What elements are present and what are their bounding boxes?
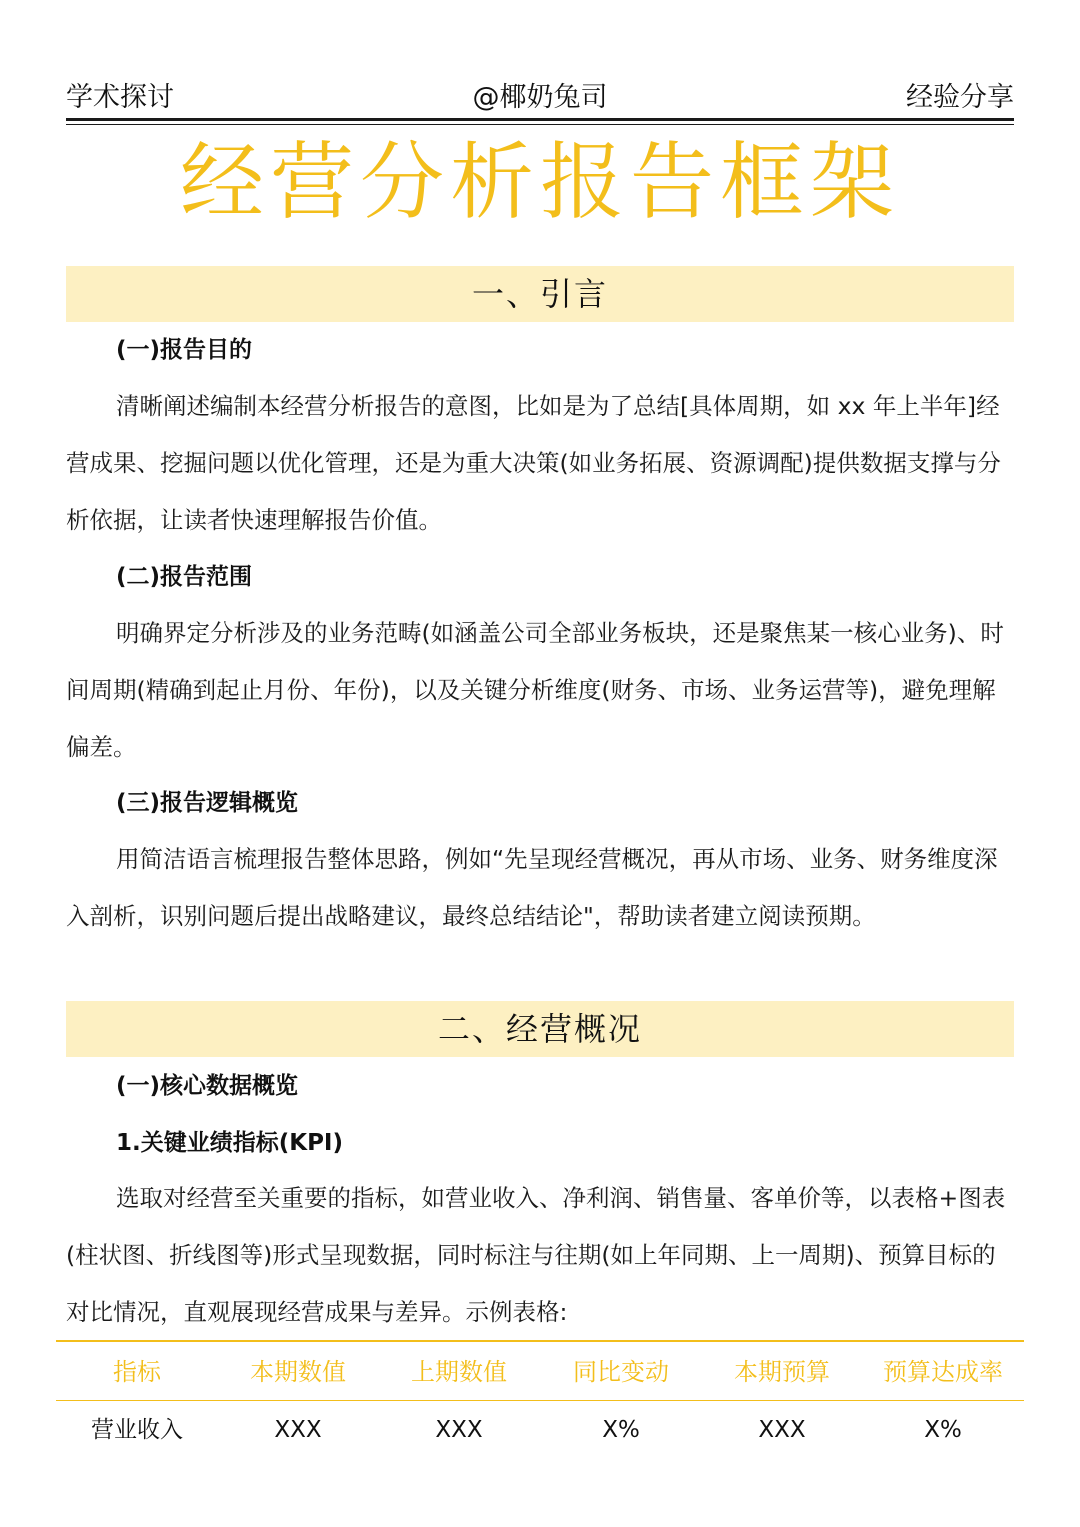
subheading-report-logic: (三)报告逻辑概览	[116, 790, 299, 816]
page-header	[66, 78, 1014, 118]
table-cell: XXX	[274, 1417, 322, 1443]
table-cell: 营业收入	[91, 1417, 183, 1443]
header-left-label: 学术探讨	[66, 82, 174, 113]
table-header-cell: 预算达成率	[883, 1358, 1003, 1386]
page-title: 经营分析报告框架	[179, 133, 900, 231]
section-heading-overview: 二、经营概况	[66, 1001, 1014, 1057]
header-rule-thin	[66, 124, 1014, 125]
header-author-label: @椰奶兔司	[472, 82, 608, 113]
table-cell: XXX	[758, 1417, 806, 1443]
table-header-rule	[56, 1400, 1024, 1401]
paragraph-report-scope: 明确界定分析涉及的业务范畴(如涵盖公司全部业务板块，还是聚焦某一核心业务)、时间周期(精确到起止月份、年份)，以及关键分析维度(财务、市场、业务运营等)，避免理解偏差。	[66, 619, 1004, 761]
subheading-core-data: (一)核心数据概览	[116, 1073, 299, 1099]
table-header-cell: 上期数值	[411, 1358, 507, 1386]
table-cell: X%	[602, 1417, 640, 1443]
subheading-report-scope: (二)报告范围	[116, 564, 253, 590]
section-heading-intro: 一、引言	[66, 266, 1014, 322]
paragraph-report-purpose: 清晰阐述编制本经营分析报告的意图，比如是为了总结[具体周期，如 xx 年上半年]经营成果、挖掘问题以优化管理，还是为重大决策(如业务拓展、资源调配)提供数据支撑与分析依据，让读者快速理解报告价值。	[66, 392, 1001, 534]
table-cell: X%	[924, 1417, 962, 1443]
header-right-label: 经验分享	[906, 82, 1014, 113]
header-rule-thick	[66, 118, 1014, 121]
table-header-cell: 指标	[113, 1358, 161, 1386]
paragraph-kpi: 选取对经营至关重要的指标，如营业收入、净利润、销售量、客单价等，以表格+图表(柱状图、折线图等)形式呈现数据，同时标注与往期(如上年同期、上一周期)、预算目标的对比情况，直观展现经营成果与差异。示例表格:	[66, 1184, 1006, 1326]
table-top-rule	[56, 1340, 1024, 1342]
table-header-cell: 同比变动	[573, 1358, 669, 1386]
subheading-kpi: 1.关键业绩指标(KPI)	[116, 1130, 344, 1156]
subheading-report-purpose: (一)报告目的	[116, 337, 253, 363]
table-cell: XXX	[435, 1417, 483, 1443]
paragraph-report-logic: 用简洁语言梳理报告整体思路，例如“先呈现经营概况，再从市场、业务、财务维度深入剖析，识别问题后提出战略建议，最终总结结论"，帮助读者建立阅读预期。	[66, 845, 998, 930]
table-header-cell: 本期预算	[734, 1358, 830, 1386]
table-header-cell: 本期数值	[250, 1358, 346, 1386]
